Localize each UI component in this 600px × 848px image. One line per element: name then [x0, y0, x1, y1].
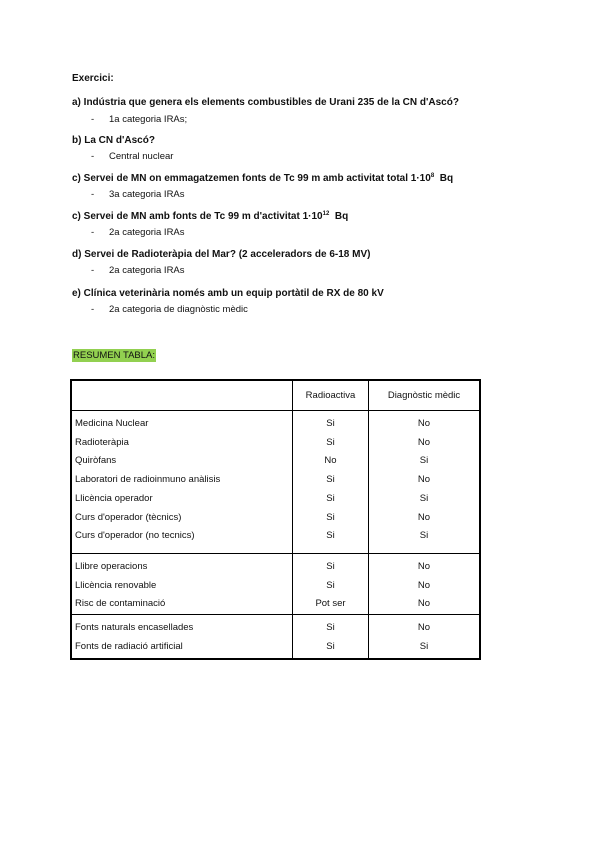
row-diagnostic: No [369, 553, 481, 576]
row-radioactiva: Si [293, 553, 369, 576]
row-radioactiva: Si [293, 615, 369, 638]
list-dash: - [91, 304, 95, 315]
row-label: Llibre operacions [71, 553, 293, 576]
table-header-radioactiva: Radioactiva [293, 380, 369, 411]
table-header-cell [71, 380, 293, 411]
table-header-diagnostic: Diagnòstic mèdic [369, 380, 481, 411]
table-row [71, 638, 480, 660]
row-label: Llicència renovable [71, 577, 293, 596]
table-spacer-row [71, 546, 480, 554]
spacer-cell [71, 546, 293, 554]
unit: Bq [334, 211, 349, 222]
row-radioactiva: Si [293, 471, 369, 490]
answer-d [91, 265, 185, 276]
row-label: Curs d'operador (tècnics) [71, 509, 293, 528]
answer-b [91, 151, 173, 162]
row-diagnostic: No [369, 411, 481, 434]
row-diagnostic: No [369, 595, 481, 614]
row-radioactiva: Si [293, 509, 369, 528]
table-header-row [71, 380, 480, 411]
row-label: Medicina Nuclear [71, 411, 293, 434]
row-radioactiva: Pot ser [293, 595, 369, 614]
answer-c2 [91, 227, 185, 238]
exercise-heading: Exercici: [72, 73, 114, 84]
row-diagnostic: No [369, 615, 481, 638]
row-diagnostic: No [369, 434, 481, 453]
row-radioactiva: Si [293, 638, 369, 660]
row-radioactiva: Si [293, 411, 369, 434]
row-radioactiva: Si [293, 577, 369, 596]
summary-table [70, 379, 481, 660]
exponent: 8 [430, 173, 435, 179]
table-row [71, 615, 480, 638]
row-diagnostic: Si [369, 490, 481, 509]
row-label: Fonts naturals encasellades [71, 615, 293, 638]
list-dash: - [91, 151, 95, 162]
table-row [71, 411, 480, 434]
question-c1 [72, 173, 453, 184]
row-label: Quiròfans [71, 452, 293, 471]
row-radioactiva: Si [293, 490, 369, 509]
row-radioactiva: Si [293, 527, 369, 546]
row-diagnostic: No [369, 509, 481, 528]
table-row [71, 509, 480, 528]
answer-text: 2a categoria IRAs [109, 265, 185, 276]
table-row [71, 490, 480, 509]
row-radioactiva: No [293, 452, 369, 471]
answer-text: 3a categoria IRAs [109, 189, 185, 200]
answer-text: 2a categoria IRAs [109, 227, 185, 238]
row-label: Risc de contaminació [71, 595, 293, 614]
row-label: Laboratori de radioinmuno anàlisis [71, 471, 293, 490]
answer-text: 2a categoria de diagnòstic mèdic [109, 304, 248, 315]
row-diagnostic: Si [369, 527, 481, 546]
question-d: d) Servei de Radioteràpia del Mar? (2 acceleradors de 6-18 MV) [72, 249, 371, 260]
row-diagnostic: No [369, 577, 481, 596]
table-row [71, 434, 480, 453]
table-row [71, 471, 480, 490]
question-e: e) Clínica veterinària només amb un equip portàtil de RX de 80 kV [72, 288, 384, 299]
question-c2 [72, 211, 348, 222]
row-radioactiva: Si [293, 434, 369, 453]
row-diagnostic: Si [369, 452, 481, 471]
question-a: a) Indústria que genera els elements combustibles de Urani 235 de la CN d'Ascó? [72, 97, 459, 108]
table-row [71, 527, 480, 546]
question-text: c) Servei de MN on emmagatzemen fonts de Tc 99 m amb activitat total 1·10 [72, 173, 431, 184]
row-label: Curs d'operador (no tecnics) [71, 527, 293, 546]
row-label: Radioteràpia [71, 434, 293, 453]
answer-e [91, 304, 248, 315]
table-row [71, 577, 480, 596]
spacer-cell [293, 546, 369, 554]
table-row [71, 452, 480, 471]
list-dash: - [91, 227, 95, 238]
exponent: 12 [322, 211, 330, 217]
row-diagnostic: No [369, 471, 481, 490]
table-row [71, 553, 480, 576]
row-diagnostic: Si [369, 638, 481, 660]
answer-text: Central nuclear [109, 151, 174, 162]
table-row [71, 595, 480, 614]
list-dash: - [91, 114, 95, 125]
row-label: Llicència operador [71, 490, 293, 509]
spacer-cell [369, 546, 481, 554]
list-dash: - [91, 265, 95, 276]
row-label: Fonts de radiació artificial [71, 638, 293, 660]
summary-title: RESUMEN TABLA: [73, 350, 156, 361]
question-b: b) La CN d'Ascó? [72, 135, 155, 146]
answer-text: 1a categoria IRAs; [109, 114, 188, 125]
list-dash: - [91, 189, 95, 200]
question-text: c) Servei de MN amb fonts de Tc 99 m d'activitat 1·10 [72, 211, 323, 222]
answer-c1 [91, 189, 185, 200]
unit: Bq [439, 173, 454, 184]
answer-a [91, 114, 187, 125]
